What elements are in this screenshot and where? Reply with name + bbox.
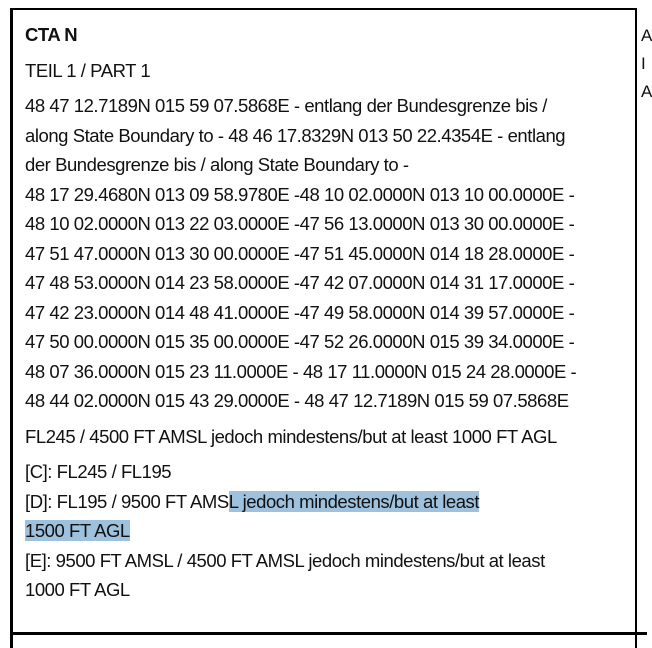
column-letter: A (641, 26, 652, 45)
boundary-line: 47 48 53.0000N 014 23 58.0000E -47 42 07.0000N 014 31 17.0000E - (25, 272, 575, 293)
boundary-line: 48 10 02.0000N 013 22 03.0000E -47 56 13.0000N 013 30 00.0000E - (25, 213, 575, 234)
class-e-limits-cont: 1000 FT AGL (25, 579, 130, 600)
class-c-limits: [C]: FL245 / FL195 (25, 461, 172, 482)
selected-text[interactable]: L jedoch mindestens/but at least (228, 490, 480, 512)
class-d-text: [D]: FL195 / 9500 FT AMS (25, 490, 229, 512)
cta-title: CTA N (25, 24, 78, 45)
class-d-limits-cont[interactable] (25, 516, 625, 546)
vertical-limits: FL245 / 4500 FT AMSL jedoch mindestens/but at least 1000 FT AGL (25, 425, 557, 447)
boundary-line: along State Boundary to - 48 46 17.8329N 013 50 22.4354E - entlang (25, 124, 566, 146)
boundary-line: 47 51 47.0000N 013 30 00.0000E -47 51 45.0000N 014 18 28.0000E - (25, 242, 575, 264)
next-column-fragment (641, 22, 652, 106)
boundary-line: 47 50 00.0000N 015 35 00.0000E -47 52 26.0000N 015 39 34.0000E - (25, 331, 575, 352)
selected-text[interactable]: 1500 FT AGL (25, 520, 130, 541)
boundary-line: 48 07 36.0000N 015 23 11.0000E - 48 17 11.0000N 015 24 28.0000E - (25, 360, 577, 382)
boundary-line: 48 17 29.4680N 013 09 58.9780E -48 10 02.0000N 013 10 00.0000E - (25, 183, 575, 205)
class-e-limits: [E]: 9500 FT AMSL / 4500 FT AMSL jedoch mindestens/but at least (25, 549, 545, 571)
boundary-line: der Bundesgrenze bis / along State Boundary to - (25, 154, 409, 175)
cta-description-cell (25, 20, 625, 605)
column-letter: I (641, 54, 646, 73)
column-letter: A (641, 82, 652, 101)
boundary-line: 47 42 23.0000N 014 48 41.0000E -47 49 58.0000N 014 39 57.0000E - (25, 301, 575, 323)
class-d-limits[interactable] (25, 487, 625, 517)
boundary-line: 48 44 02.0000N 015 43 29.0000E - 48 47 12.7189N 015 59 07.5868E (25, 390, 569, 411)
boundary-line: 48 47 12.7189N 015 59 07.5868E - entlang der Bundesgrenze bis / (25, 95, 547, 116)
boundary-coordinates (25, 91, 625, 416)
part-label: TEIL 1 / PART 1 (25, 59, 151, 81)
table-row-divider (10, 632, 647, 635)
